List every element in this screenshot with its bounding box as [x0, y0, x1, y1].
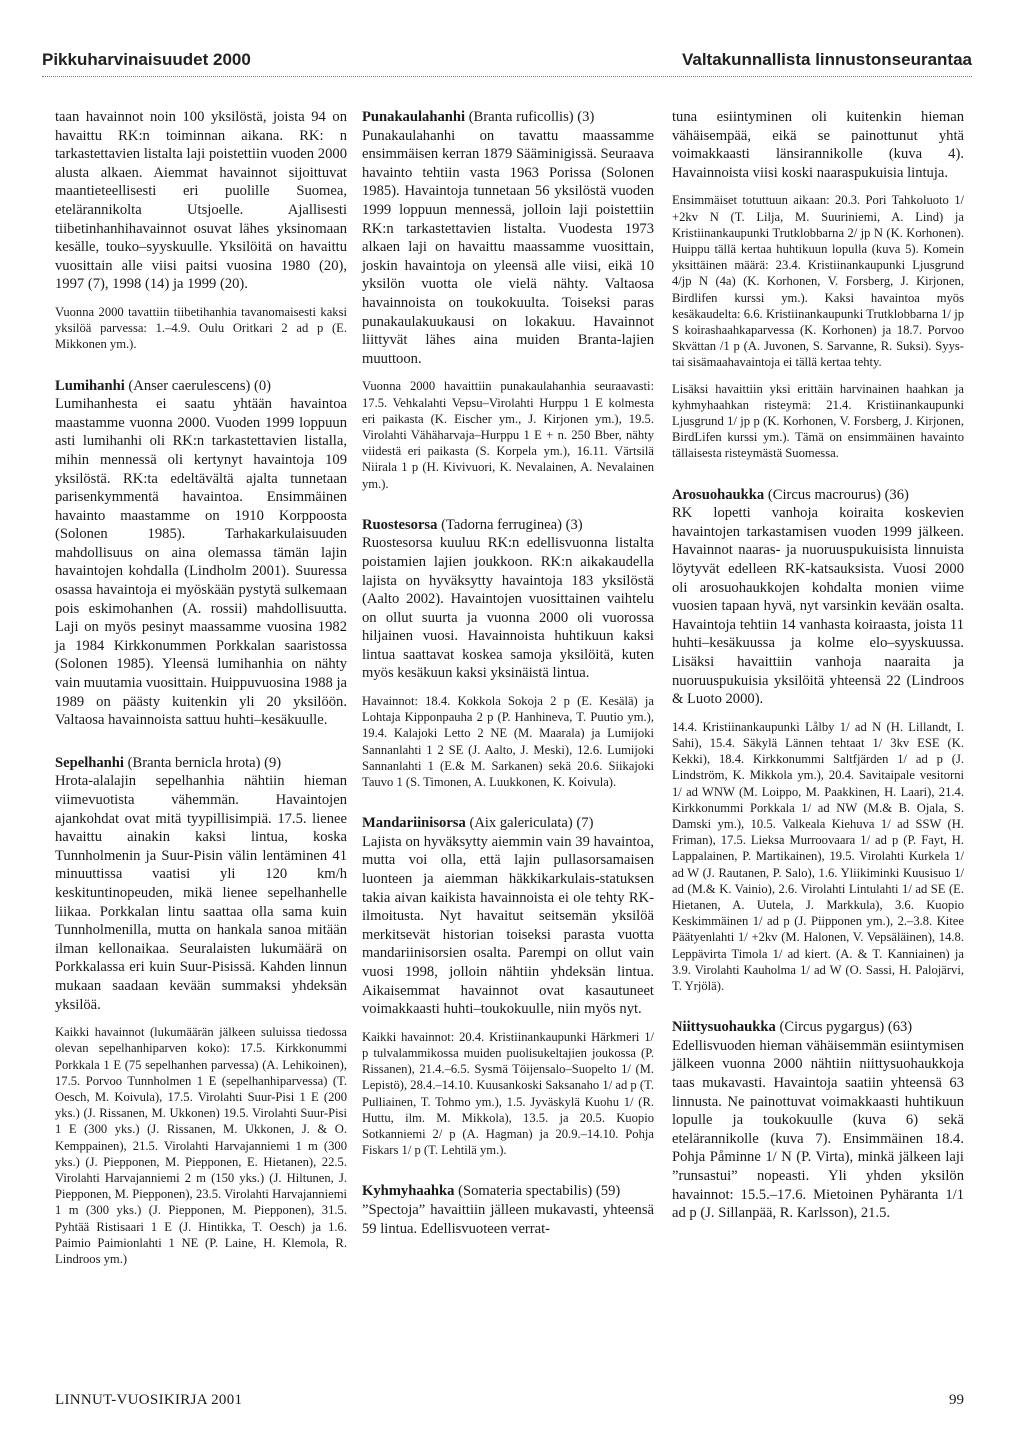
- observation-list: Vuonna 2000 havaittiin punakaulahanhia seuraavasti: 17.5. Vehkalahti Vepsu–Virolahti Hurppu 1 E kolmesta eri paikasta (K. Eischer ym., J. Kirjonen ym.), 19.5. Virolahti Vähäharvaja–Hurppu 1 E + n. 250 Bber, nähty viidestä eri paikasta (S. Korpela ym.), 16.11. Värtsilä Niirala 1 p (H. Kivivuori, K. Nevalainen, A. Nevalainen ym.).: [362, 379, 654, 491]
- species-heading: [362, 516, 654, 535]
- species-name: Mandariinisorsa: [362, 815, 466, 832]
- species-name: Lumihanhi: [55, 377, 125, 394]
- paragraph: Hrota-alalajin sepelhanhia nähtiin hieman viimevuotista vähemmän. Havaintojen ajankohdat ovat mitä tyypillisimpiä. 17.5. lienee havaittu ainakin kaksi lintua, koska Tunnholmenin ja Suur-Pisin välin lentäminen 41 minuuttissa vaatisi yli 120 km/h keskituntinopeuden, mikä lienee sepelhanhelle liikaa. Porkkalan lintu saattaa olla sama kuin Tunnholmenilla, mutta on hankala sanoa mitään ilman kellonaikaa. Seuralaisten lukumäärä on Porkkalassa eri kuin Suur-Pisissä. Kahden linnun mukaan saadaan kevään summaksi yhdeksän yksilöä.: [55, 773, 347, 1013]
- species-scientific: (Aix galericulata) (7): [469, 815, 594, 832]
- header-rule: [42, 76, 972, 77]
- species-heading: [55, 754, 347, 773]
- paragraph: Lajista on hyväksytty aiemmin vain 39 havaintoa, mutta voi olla, että lajin pullasorsamaisen luonteen ja aiemman häkkikarkulais-statuksen takia aivan kaikista havainnoista ei ole tehty RK-ilmoitusta. Nyt havaitut seitsemän yksilöä merkitsevät historian toiseksi parasta vuotta mandariinisorsien osalta. Parempi on ollut vain vuosi 1998, jolloin nähtiin yhdeksän lintua. Aikaisemmat havainnot ovat kasautuneet voimakkaasti huhti–toukokuulle, niin myös nyt.: [362, 833, 654, 1018]
- species-name: Ruostesorsa: [362, 516, 438, 533]
- species-scientific: (Circus macrourus) (36): [767, 486, 909, 503]
- species-name: Sepelhanhi: [55, 754, 124, 771]
- species-scientific: (Tadorna ferruginea) (3): [441, 516, 583, 533]
- species-heading: [362, 108, 654, 127]
- paragraph: Ruostesorsa kuuluu RK:n edellisvuonna listalta poistamien lajien joukkoon. RK:n aikakaudella lajista on hyväksytty havaintoja 183 yksilöstä (Aalto 2002). Havaintojen vuosittainen vaihtelu on ollut suurta ja vuonna 2000 oli vuorossa hiljainen vuosi. Havainnoista huhtikuun kaksi lintua saattavat koskea samoja yksilöitä, kuten myös kesäkuun kaksi yksinäistä lintua.: [362, 535, 654, 682]
- species-name: Niittysuohaukka: [672, 1019, 776, 1036]
- observation-list: Lisäksi havaittiin yksi erittäin harvinainen haahkan ja kyhmyhaahkan risteymä: 21.4. Kristiinankaupunki Ljusgrund 1/ jp p (K. Korhonen, V. Forsberg, J. Kirjonen, BirdLifen kurssi ym.). Tämä on ensimmäinen havainto tällaisesta risteymästä Suomessa.: [672, 381, 964, 461]
- species-scientific: (Circus pygargus) (63): [779, 1019, 913, 1036]
- species-name: Kyhmyhaahka: [362, 1183, 455, 1200]
- species-heading: [672, 486, 964, 505]
- species-scientific: (Branta ruficollis) (3): [468, 109, 595, 125]
- page-number: 99: [949, 1392, 964, 1408]
- observation-list: Ensimmäiset totuttuun aikaan: 20.3. Pori Tahkoluoto 1/ +2kv N (T. Lilja, M. Suuriniemi, A. Lind) ja Kristiinankaupunki Trutklobbarna 2/ jp N (K. Korhonen). Huippu tällä kertaa huhtikuun lopulla (kuva 5). Komein yksittäinen määrä: 23.4. Kristiinankaupunki Ljusgrund 4/jp N (4a) (K. Korhonen, V. Forsberg, J. Kirjonen, Birdlifen kurssi ym.). Kaksi havaintoa myös kesäkaudelta: 6.6. Kristiinankaupunki Trutklobbarna 1/ jp S koirashaahkaparvessa (K. Korhonen) ja 18.7. Porvoo Skvättan /1 p (A. Juvonen, S. Sarvanne, R. Suksi). Syys- tai sisämaahavaintoja ei tällä kertaa tehty.: [672, 193, 964, 370]
- species-name: Punakaulahanhi: [362, 109, 466, 125]
- paragraph: taan havainnot noin 100 yksilöstä, joista 94 on havaittu RK:n toiminnan aikana. RK: n tarkastettavien listalta laji poistettiin vuoden 2000 alusta alkaen. Aiemmat havainnot sijoittuvat maantieteellisesti eri puolille Suomea, etelärannikolta Utsjoelle. Ajallisesti tiibetinhanhihavainnot osuvat lähes yksinomaan kesälle, touko–syyskuulle. Yksilöitä on havaittu vuosittain alle viisi paitsi vuosina 1980 (20), 1997 (7), 1998 (14) ja 1999 (20).: [55, 109, 347, 293]
- running-header-left: Pikkuharvinaisuudet 2000: [42, 50, 251, 69]
- observation-list: Kaikki havainnot (lukumäärän jälkeen suluissa tiedossa olevan sepelhanhiparven koko): 17.5. Kirkkonummi Porkkala 1 E (75 sepelhanhen parvessa) (A. Lehikoinen), 17.5. Porvoo Tunnholmen 1 E (sepelhanhiparvessa) (T. Oesch, M. Koivula), 17.5. Virolahti Suur-Pisi 1 E (200 yks.) (J. Rissanen, M. Ukkonen) 19.5. Virolahti Suur-Pisi 1 E (300 yks.) (J. Rissanen, M. Ukkonen, J. & O. Kemppainen), 21.5. Virolahti Harvajanniemi 1 m (300 yks.) (J. Piepponen, M. Piepponen, E. Hietanen), 22.5. Virolahti Harvajanniemi 2 m (150 yks.) (J. Hiltunen, J. Piepponen, M. Piepponen), 23.5. Virolahti Harvajanniemi 1 m (300 yks.) (J. Piepponen, M. Piepponen), 31.5. Pyhtää Ristisaari 1 E (J. Hintikka, T. Oesch) ja 1.6. Paimio Paimionlahti 1 NE (P. Laine, H. Klemola, R. Lindroos ym.): [55, 1025, 347, 1266]
- paragraph: RK lopetti vanhoja koiraita koskevien havaintojen tarkastamisen vuoden 1999 jälkeen. Havainnot naaras- ja nuoruuspukuisista linnuista löytyvät edelleen RK-katsauksista. Vuosi 2000 oli arosuohaukkojen kohdalta monien viime vuosien tapaan hyvä, nyt varsinkin kevään osalta. Havaintoja tehtiin 14 vanhasta koiraasta, joista 11 huhti–kesäkuussa ja kolme elo–syyskuussa. Lisäksi havaittiin vanhoja naaraita ja nuoruuspukuisia yksilöitä yhteensä 22 (Lindroos & Luoto 2000).: [672, 505, 964, 708]
- paragraph: Punakaulahanhi on tavattu maassamme ensimmäisen kerran 1879 Sääminigissä. Seuraava havainto tehtiin vasta 1963 Porissa (Solonen 1985). Havaintoja tunnetaan 56 yksilöstä vuoden 1999 loppuun mennessä, jolloin laji poistettiin RK:n tarkastettavien listalta. Vuodesta 1973 alkaen laji on havaittu maassamme vuosittain, joskin havaintoja on yleensä alle viisi, eikä 10 yksilön vuotta ole vielä nähty. Valtaosa havainnoista on toukokuulta. Toiseksi paras punakaulakuukausi on lokakuu. Havainnot liittyvät lähes aina muiden Branta-lajien muuttoon.: [362, 127, 654, 367]
- observation-list: Vuonna 2000 tavattiin tiibetihanhia tavanomaisesti kaksi yksilöä parvessa: 1.–4.9. Oulu Oritkari 2 ad p (E. Mikkonen ym.).: [55, 304, 347, 352]
- observation-list: Havainnot: 18.4. Kokkola Sokoja 2 p (E. Kesälä) ja Lohtaja Kipponpauha 2 p (P. Hanhineva, T. Puutio ym.), 19.4. Kalajoki Letto 2 NE (M. Maarala) ja Lumijoki Sannanlahti 1 2 SE (J. Aalto, J. Meski), 12.6. Lumijoki Sannanlahti 1 (E.& M. Sarkanen) sekä 20.6. Siikajoki Tauvo 1 (S. Timonen, A. Luukkonen, K. Koivula).: [362, 694, 654, 790]
- species-scientific: (Somateria spectabilis) (59): [458, 1183, 621, 1200]
- column-3: [672, 108, 964, 1233]
- observation-list: Kaikki havainnot: 20.4. Kristiinankaupunki Härkmeri 1/ p tulvalammikossa muiden puolisukeltajien joukossa (P. Rissanen), 21.4.–6.5. Sysmä Töijensalo–Suopelto 1/ (M. Lepistö), 28.4.–14.10. Kuusankoski Saksanaho 1/ ad p (T. Pulliainen, T. Tohmo ym.), 1.5. Jyväskylä Kuohu 1/ (R. Huttu, ilm. M. Mikkola), 13.5. ja 20.5. Kuopio Sotkanniemi 2/ p (A. Hagman) ja 20.9.–14.10. Pohja Fiskars 1/ p (T. Lehtilä ym.).: [362, 1029, 654, 1158]
- paragraph: Edellisvuoden hieman vähäisemmän esiintymisen jälkeen vuonna 2000 nähtiin niittysuohaukkoja taas mukavasti. Havaintoja saatiin yhteensä 63 linnusta. Ne painottuvat voimakkaasti huhtikuun lopulle ja toukokuulle (kuva 6) sekä etelärannikolle (kuva 7). Ensimmäinen 18.4. Pohja Påminne 1/ N (P. Virta), minkä jälkeen laji ”runsastui” nopeasti. Yli yhden yksilön havainnot: 15.5.–17.6. Mietoinen Pyhäranta 1/1 ad p (J. Sillanpää, R. Karlsson), 21.5.: [672, 1037, 964, 1222]
- species-scientific: (Branta bernicla hrota) (9): [127, 754, 282, 771]
- species-heading: [55, 377, 347, 396]
- species-heading: [362, 1182, 654, 1201]
- species-scientific: (Anser caerulescens) (0): [128, 377, 272, 394]
- column-1: [55, 108, 347, 1277]
- column-2: [362, 108, 654, 1248]
- footer-publication: LINNUT-VUOSIKIRJA 2001: [55, 1392, 243, 1408]
- species-heading: [672, 1018, 964, 1037]
- species-name: Arosuohaukka: [672, 486, 765, 503]
- paragraph: Lumihanhesta ei saatu yhtään havaintoa maastamme vuonna 2000. Vuoden 1999 loppuun asti lumihanhi oli RK:n tarkastettavien listalla, mihin mennessä oli kertynyt havaintoja 109 yksilöstä. RK:ta edeltävältä ajalta tunnetaan parisenkymmentä havaintoa. Ensimmäinen havainto maastamme on 1910 Korppoosta (Solonen 1985). Tarhakarkulaisuuden mahdollisuus on aina olemassa tämän lajin havaintojen kohdalla (Lindholm 2001). Suuressa osassa havaintoja ei myöskään pystytä sulkemaan pois eskimohanhen (A. rossii) mahdollisuutta. Laji on myös pesinyt maassamme vuosina 1982 ja 1984 Kirkkonummen Porkkalan saaristossa (Solonen 1985). Yleensä lumihanhia on nähty vain muutamia vuosittain. Huippuvuosina 1988 ja 1989 on päästy kuitenkin yli 20 yksilöön. Valtaosa havainnoista sattuu huhti–kesäkuulle.: [55, 396, 347, 729]
- running-header-right: Valtakunnallista linnustonseurantaa: [681, 50, 972, 69]
- paragraph: ”Spectoja” havaittiin jälleen mukavasti, yhteensä 59 lintua. Edellisvuoteen verrat-: [362, 1202, 654, 1237]
- species-heading: [362, 814, 654, 833]
- paragraph: tuna esiintyminen oli kuitenkin hieman vähäisempää, eikä se painottunut yhtä voimakkaasti länsirannikolle (kuva 4). Havainnoista viisi koski naaraspukuisia lintuja.: [672, 109, 964, 181]
- observation-list: 14.4. Kristiinankaupunki Lålby 1/ ad N (H. Lillandt, I. Sahi), 15.4. Säkylä Lännen tehtaat 1/ 3kv ESE (K. Kekki), 18.4. Kirkkonummi Saltfjärden 1/ ad p (J. Lindström, K. Mikkola ym.), 20.4. Savitaipale vesitorni 1/ ad WNW (M. Loippo, M. Paakkinen, H. Laari), 21.4. Kirkkonummi Porkkala 1/ ad NW (M.& B. Ojala, S. Damski ym.), 10.5. Valkeala Kiehuva 1/ ad SSW (H. Friman), 17.5. Lieksa Murroovaara 1/ ad p (P. Fayt, H. Lappalainen, P. Martikainen), 19.5. Virolahti Kurkela 1/ ad W (J. Rautanen, P. Salo), 1.6. Yliikiminki Kuusisuo 1/ ad (M.& K. Vainio), 2.6. Virolahti Lintulahti 1/ ad SE (E. Hietanen, A. Uutela, J. Markkula), 3.6. Kuopio Keskimmäinen 1/ ad p (J. Piipponen ym.), 2.–3.8. Kitee Päätyenlahti 1/ +2kv (M. Halonen, V. Vepsäläinen), 14.8. Leppävirta Timola 1/ ad kiert. (A. & T. Kanniainen) ja 3.9. Virolahti Kauholma 1/ ad W (O. Sassi, H. Palojärvi, T. Yrjölä).: [672, 719, 964, 993]
